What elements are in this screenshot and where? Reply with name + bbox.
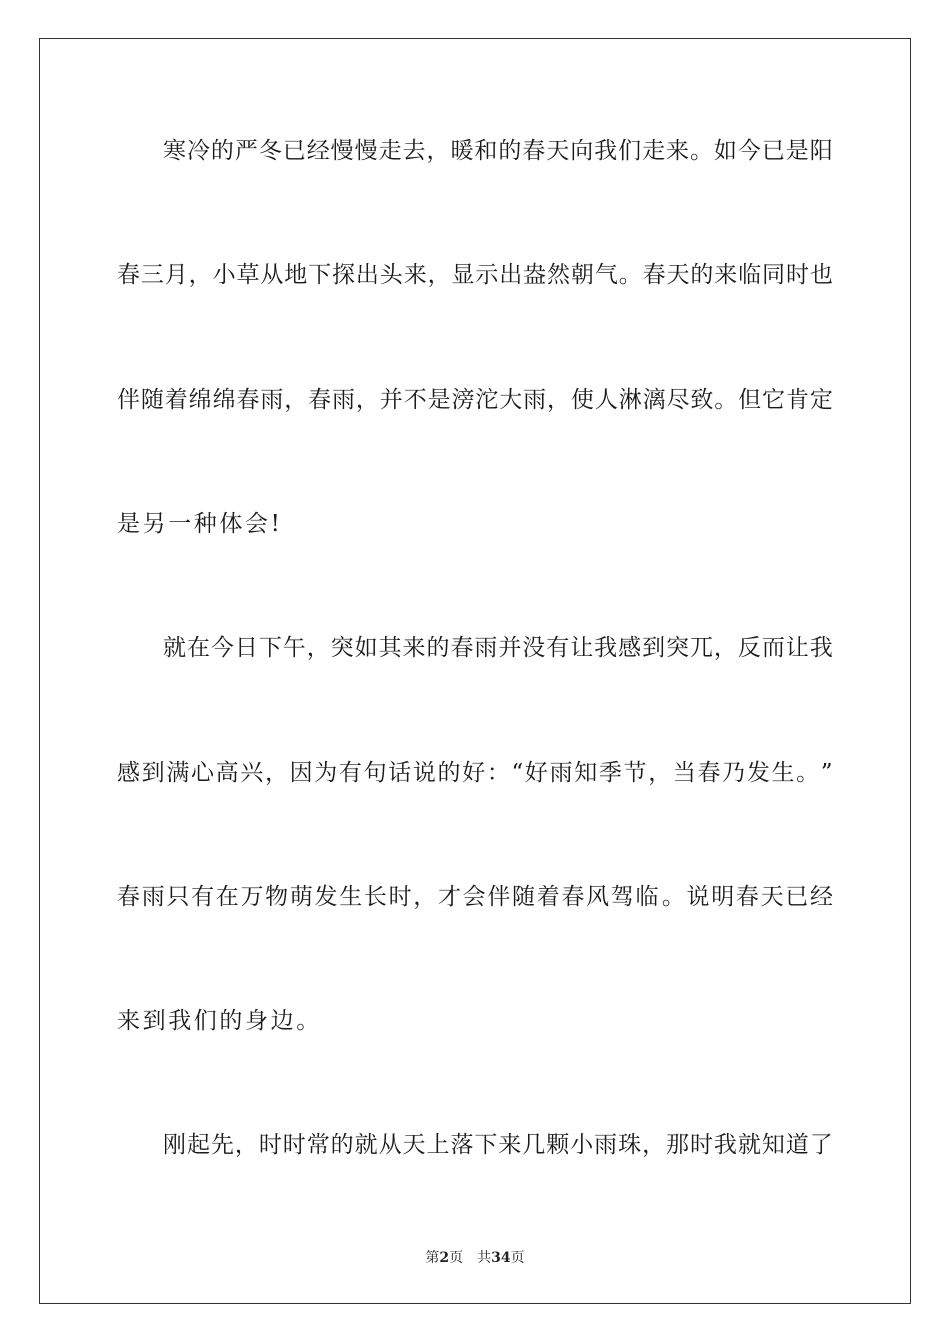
page-footer xyxy=(0,1248,950,1268)
page-suffix: 页 xyxy=(449,1250,464,1266)
paragraph-1-line-1: 寒 冷 的 严 冬 已 经 慢 慢 走 去 ， 暖 和 的 春 天 向 我 们 走 来 。 如 今 已 是 阳 xyxy=(163,138,833,164)
page-border xyxy=(39,38,911,1304)
total-pages: 34 xyxy=(491,1250,511,1266)
total-suffix: 页 xyxy=(510,1250,525,1266)
paragraph-2-line-3: 春 雨 只 有 在 万 物 萌 发 生 长 时 ， 才 会 伴 随 着 春 风 驾 临 。 说 明 春 天 已 经 xyxy=(117,884,833,910)
paragraph-2-line-4: 来到我们的身边。 xyxy=(117,1008,322,1034)
page-number: 2 xyxy=(439,1250,450,1266)
page-prefix: 第 xyxy=(425,1250,440,1266)
paragraph-1-line-4: 是另一种体会! xyxy=(117,511,283,537)
paragraph-1-line-2: 春 三 月 ， 小 草 从 地 下 探 出 头 来 ， 显 示 出 盎 然 朝 气 。 春 天 的 来 临 同 时 也 xyxy=(117,262,833,288)
paragraph-2-line-2: 感 到 满 心 高 兴 ， 因 为 有 句 话 说 的 好 ： “ 好 雨 知 季 节 ， 当 春 乃 发 生 。 ” xyxy=(117,760,833,786)
total-prefix: 共 xyxy=(477,1250,492,1266)
paragraph-1-line-3: 伴 随 着 绵 绵 春 雨 ， 春 雨 ， 并 不 是 滂 沱 大 雨 ， 使 人 淋 漓 尽 致 。 但 它 肯 定 xyxy=(117,387,833,413)
paragraph-3-line-1: 刚 起 先 ， 时 时 常 的 就 从 天 上 落 下 来 几 颗 小 雨 珠 ， 那 时 我 就 知 道 了 xyxy=(163,1132,833,1158)
paragraph-2-line-1: 就 在 今 日 下 午 ， 突 如 其 来 的 春 雨 并 没 有 让 我 感 到 突 兀 ， 反 而 让 我 xyxy=(163,635,833,661)
